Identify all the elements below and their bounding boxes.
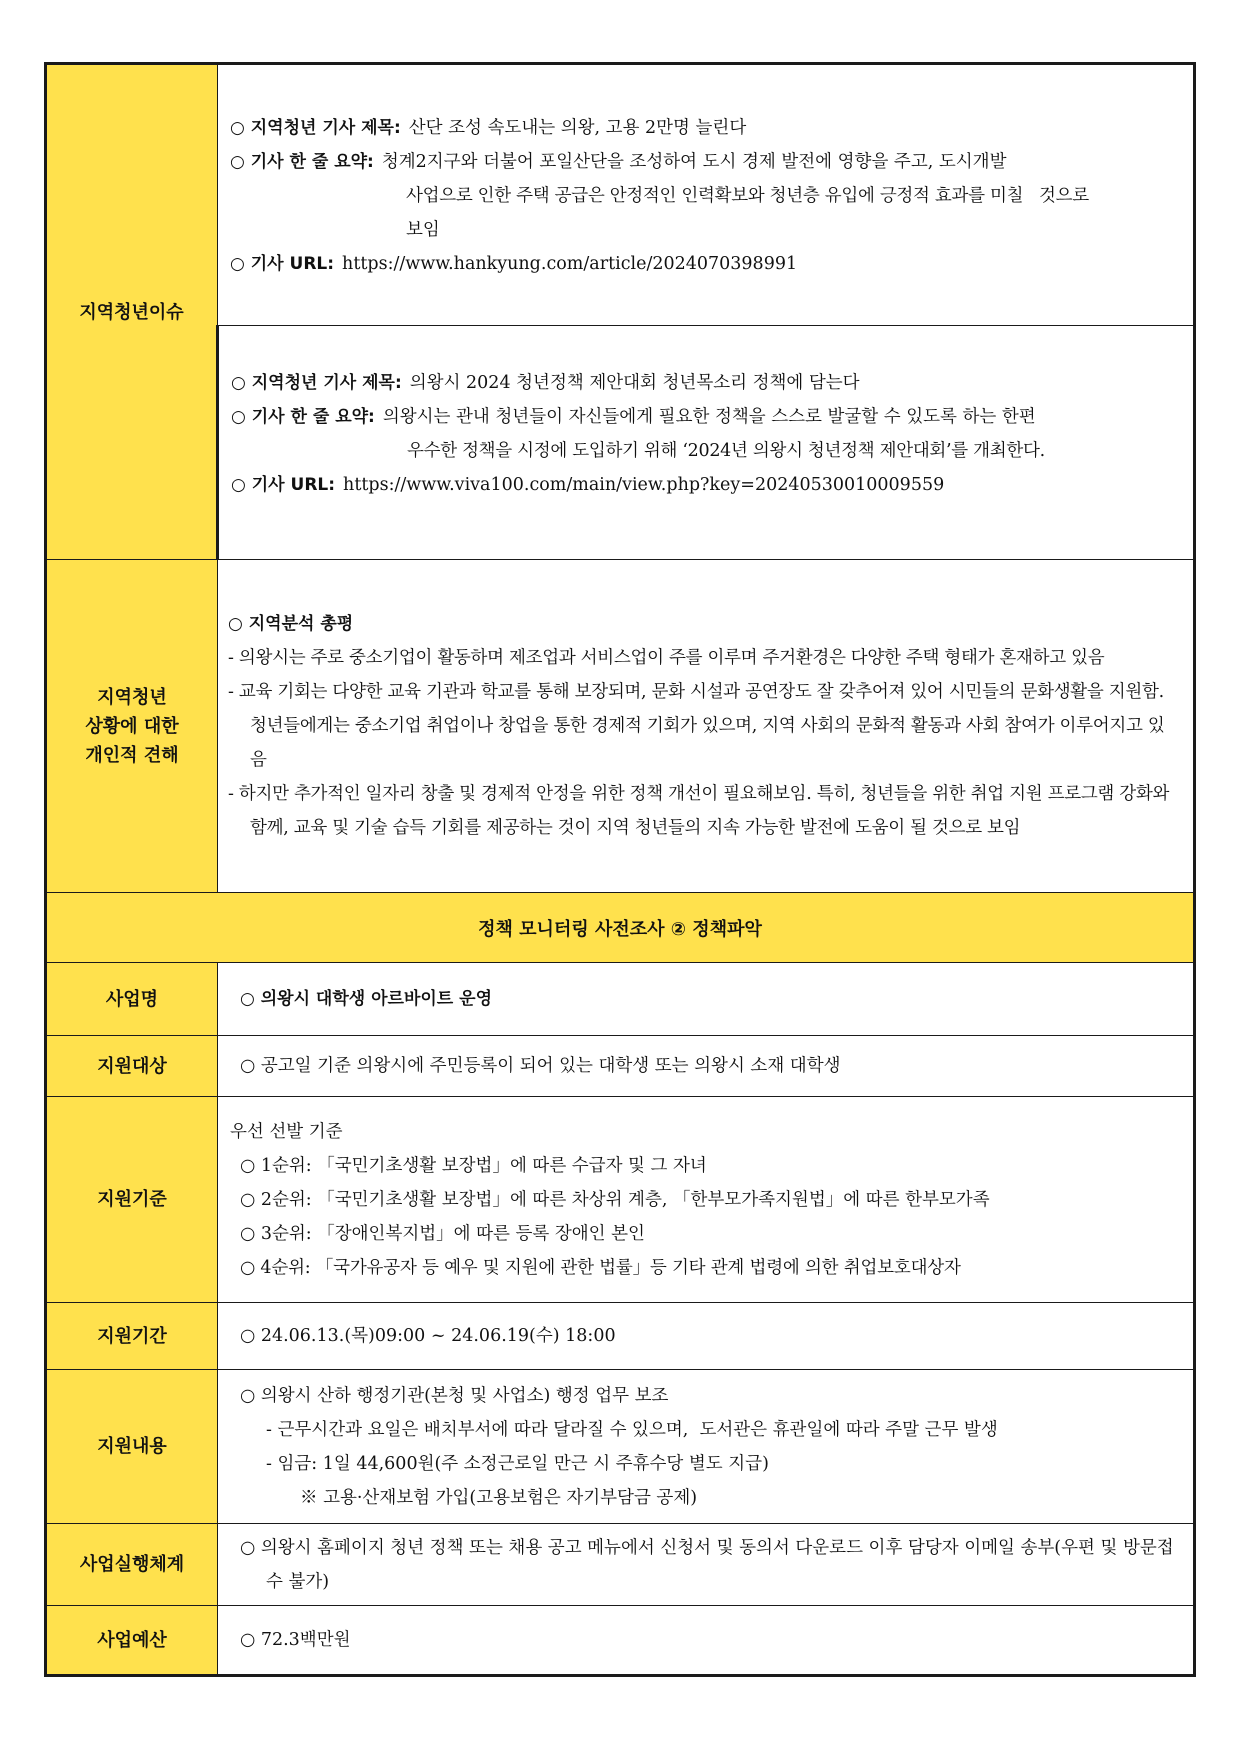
personal-view-content	[218, 560, 1195, 893]
support-period-row	[46, 1303, 1195, 1370]
budget-row	[46, 1606, 1195, 1676]
regional-issue-row-1	[46, 64, 1195, 326]
personal-view-label-line-2: 상황에 대한	[85, 715, 179, 737]
article-2-url	[231, 468, 1179, 502]
project-name	[218, 963, 1195, 1036]
support-period-label: 지원기간	[46, 1303, 218, 1370]
article-summary-line-2: 사업으로 인한 주택 공급은 안정적인 인력확보와 청년층 유입에 긍정적 효과를 미칠 것으로	[406, 186, 1089, 206]
article-url-text: https://www.hankyung.com/article/2024070398991	[342, 254, 798, 274]
execution-system	[218, 1524, 1195, 1606]
personal-view-label-line-1: 지역청년	[97, 686, 167, 708]
criteria-item-1: ○ 1순위: 「국민기초생활 보장법」에 따른 수급자 및 그 자녀	[240, 1155, 707, 1176]
article-2-title	[231, 366, 1179, 400]
criteria-item-3: ○ 3순위: 「장애인복지법」에 따른 등록 장애인 본인	[240, 1223, 645, 1244]
personal-view-bullet-2: - 교육 기회는 다양한 교육 기관과 학교를 통해 보장되며, 문화 시설과 공연장도 잘 갖추어져 있어 시민들의 문화생활을 지원함. 청년들에게는 중소기업 취업이나 창업을 통한 경제적 기회가 있으며, 지역 사회의 문화적 활동과 사회 참여가 이루어지고 있음	[228, 682, 1165, 770]
budget: ○ 72.3백만원	[218, 1606, 1195, 1676]
support-criteria	[218, 1097, 1195, 1303]
project-name-label: 사업명	[46, 963, 218, 1036]
criteria-item-4: ○ 4순위: 「국가유공자 등 예우 및 지원에 관한 법률」등 기타 관계 법령에 의한 취업보호대상자	[240, 1257, 961, 1278]
article-2	[218, 326, 1195, 560]
support-target-label: 지원대상	[46, 1036, 218, 1097]
personal-view-bullet-1: - 의왕시는 주로 중소기업이 활동하며 제조업과 서비스업이 주를 이루며 주거환경은 다양한 주택 형태가 혼재하고 있음	[228, 648, 1105, 668]
project-name-row	[46, 963, 1195, 1036]
article-title-text: 의왕시 2024 청년정책 제안대회 청년목소리 정책에 담는다	[409, 372, 860, 393]
article-url-label: ○ 기사 URL:	[230, 254, 335, 274]
article-1-title	[230, 111, 1179, 145]
article-1-url	[230, 247, 1179, 281]
criteria-intro: 우선 선발 기준	[230, 1121, 343, 1142]
support-content-note: ※ 고용·산재보험 가입(고용보험은 자기부담금 공제)	[300, 1487, 698, 1508]
support-criteria-label: 지원기준	[46, 1097, 218, 1303]
personal-view-bullet-3: - 하지만 추가적인 일자리 창출 및 경제적 안정을 위한 정책 개선이 필요해보임. 특히, 청년들을 위한 취업 지원 프로그램 강화와 함께, 교육 및 기술 습득 기회를 제공하는 것이 지역 청년들의 지속 가능한 발전에 도움이 될 것으로 보임	[228, 784, 1170, 838]
article-summary-label: ○ 기사 한 줄 요약:	[230, 152, 374, 172]
support-content-sub-1: - 근무시간과 요일은 배치부서에 따라 달라질 수 있으며, 도서관은 휴관일에 따라 주말 근무 발생	[266, 1419, 998, 1440]
article-summary-line-1: 의왕시는 관내 청년들이 자신들에게 필요한 정책을 스스로 발굴할 수 있도록 하는 한편	[382, 406, 1036, 427]
support-content-main: ○ 의왕시 산하 행정기관(본청 및 사업소) 행정 업무 보조	[240, 1385, 669, 1406]
support-target: ○ 공고일 기준 의왕시에 주민등록이 되어 있는 대학생 또는 의왕시 소재 대학생	[218, 1036, 1195, 1097]
article-summary-line-1: 청계2지구와 더불어 포일산단을 조성하여 도시 경제 발전에 영향을 주고, 도시개발	[381, 152, 1007, 172]
execution-system-text: ○ 의왕시 홈페이지 청년 정책 또는 채용 공고 메뉴에서 신청서 및 동의서 다운로드 이후 담당자 이메일 송부(우편 및 방문접수 불가)	[240, 1537, 1174, 1592]
article-url-text: https://www.viva100.com/main/view.php?key=20240530010009559	[343, 474, 945, 495]
regional-issue-row-2	[46, 326, 1195, 560]
policy-monitoring-table	[44, 62, 1196, 1677]
personal-view-row	[46, 560, 1195, 893]
execution-system-row	[46, 1524, 1195, 1606]
support-content	[218, 1370, 1195, 1524]
article-title-text: 산단 조성 속도내는 의왕, 고용 2만명 늘린다	[408, 118, 747, 138]
section-banner-row	[46, 893, 1195, 963]
article-summary-label: ○ 기사 한 줄 요약:	[231, 406, 375, 427]
article-1	[218, 64, 1195, 326]
article-summary-line-3: 보임	[406, 220, 440, 240]
project-name-text: ○ 의왕시 대학생 아르바이트 운영	[240, 989, 492, 1009]
regional-issue-label: 지역청년이슈	[46, 64, 218, 560]
support-content-row	[46, 1370, 1195, 1524]
article-summary-line-2: 우수한 정책을 시정에 도입하기 위해 ‘2024년 의왕시 청년정책 제안대회’를 개최한다.	[407, 440, 1045, 461]
article-2-summary	[231, 400, 1179, 434]
support-criteria-row	[46, 1097, 1195, 1303]
article-url-label: ○ 기사 URL:	[231, 474, 336, 495]
section-banner: 정책 모니터링 사전조사 ② 정책파악	[46, 893, 1195, 963]
support-content-label: 지원내용	[46, 1370, 218, 1524]
personal-view-label-line-3: 개인적 견해	[85, 744, 179, 766]
criteria-item-2: ○ 2순위: 「국민기초생활 보장법」에 따른 차상위 계층, 「한부모가족지원법」에 따른 한부모가족	[240, 1189, 990, 1210]
article-1-summary	[230, 145, 1179, 179]
execution-system-label: 사업실행체계	[46, 1524, 218, 1606]
article-title-label: ○ 지역청년 기사 제목:	[230, 118, 401, 138]
document	[44, 62, 1196, 1677]
support-content-sub-2: - 임금: 1일 44,600원(주 소정근로일 만근 시 주휴수당 별도 지급)	[266, 1453, 769, 1474]
support-target-row	[46, 1036, 1195, 1097]
article-title-label: ○ 지역청년 기사 제목:	[231, 372, 402, 393]
personal-view-heading: ○ 지역분석 총평	[228, 614, 354, 634]
personal-view-label	[46, 560, 218, 893]
support-period: ○ 24.06.13.(목)09:00 ~ 24.06.19(수) 18:00	[218, 1303, 1195, 1370]
budget-label: 사업예산	[46, 1606, 218, 1676]
